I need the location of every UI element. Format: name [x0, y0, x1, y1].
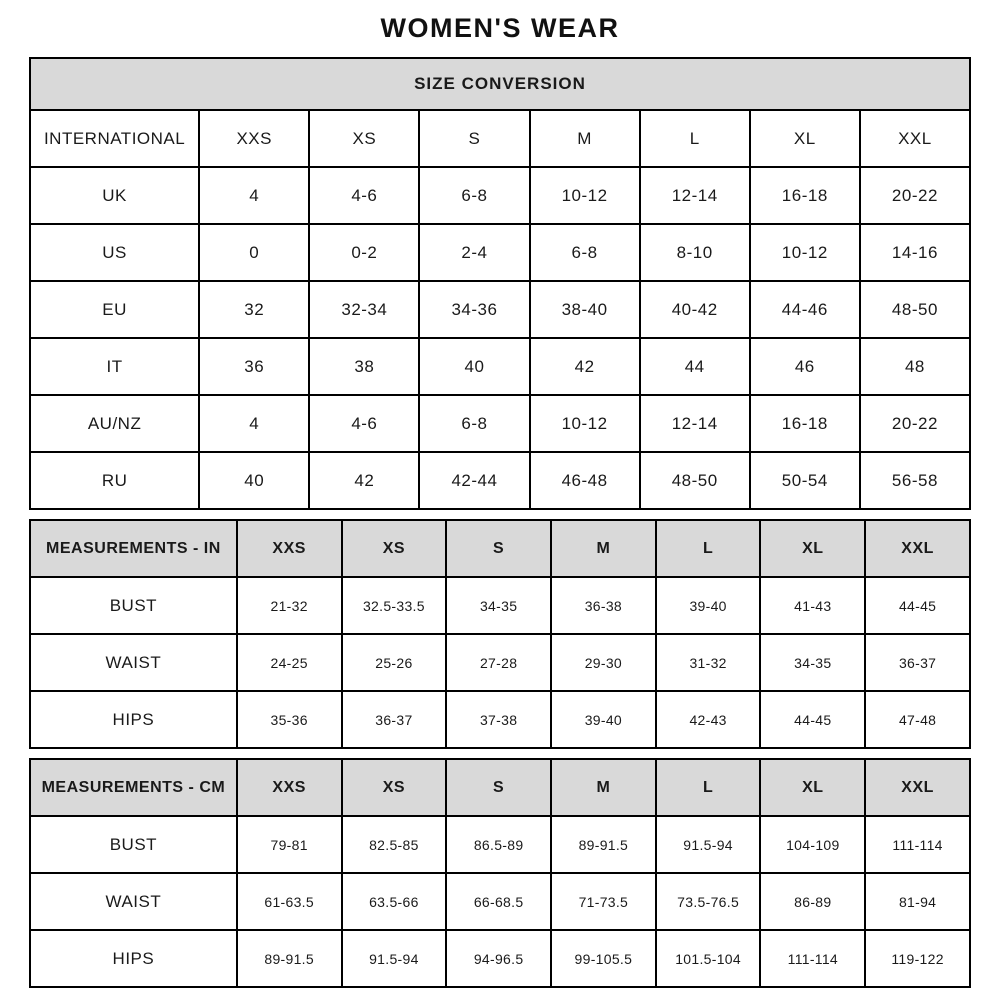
size-value-cell: 20-22 [860, 167, 970, 224]
table-row [30, 281, 970, 338]
size-value-cell: 10-12 [530, 395, 640, 452]
column-header-size: M [551, 759, 656, 816]
size-value-cell: 46 [750, 338, 860, 395]
size-value-cell: 21-32 [237, 577, 342, 634]
column-header-size: XL [750, 110, 860, 167]
size-value-cell: 111-114 [865, 816, 970, 873]
size-value-cell: 79-81 [237, 816, 342, 873]
table-row [30, 873, 970, 930]
column-header-size: XL [760, 759, 865, 816]
size-value-cell: 4 [199, 167, 309, 224]
measurements-in-header-row [30, 520, 970, 577]
column-header-size: L [656, 520, 761, 577]
size-value-cell: 89-91.5 [237, 930, 342, 987]
size-value-cell: 8-10 [640, 224, 750, 281]
size-value-cell: 38-40 [530, 281, 640, 338]
size-value-cell: 37-38 [446, 691, 551, 748]
size-value-cell: 35-36 [237, 691, 342, 748]
size-value-cell: 71-73.5 [551, 873, 656, 930]
size-value-cell: 61-63.5 [237, 873, 342, 930]
size-value-cell: 4-6 [309, 167, 419, 224]
size-value-cell: 6-8 [419, 395, 529, 452]
size-value-cell: 89-91.5 [551, 816, 656, 873]
column-header-size: XXS [199, 110, 309, 167]
size-conversion-banner-row [30, 58, 970, 110]
size-value-cell: 34-36 [419, 281, 529, 338]
size-value-cell: 48-50 [640, 452, 750, 509]
size-value-cell: 99-105.5 [551, 930, 656, 987]
size-value-cell: 91.5-94 [342, 930, 447, 987]
column-header-size: S [446, 520, 551, 577]
column-header-size: L [640, 110, 750, 167]
row-label: AU/NZ [30, 395, 199, 452]
size-value-cell: 40 [419, 338, 529, 395]
size-value-cell: 16-18 [750, 395, 860, 452]
size-value-cell: 42 [309, 452, 419, 509]
row-label: EU [30, 281, 199, 338]
column-header-size: XL [760, 520, 865, 577]
size-value-cell: 10-12 [530, 167, 640, 224]
row-label: HIPS [30, 930, 237, 987]
size-value-cell: 104-109 [760, 816, 865, 873]
column-header-size: XXS [237, 520, 342, 577]
size-value-cell: 86-89 [760, 873, 865, 930]
measurements-in-table [29, 519, 971, 749]
column-header-region: INTERNATIONAL [30, 110, 199, 167]
size-value-cell: 34-35 [446, 577, 551, 634]
size-value-cell: 50-54 [750, 452, 860, 509]
column-header-size: XS [309, 110, 419, 167]
size-value-cell: 119-122 [865, 930, 970, 987]
table-section-title: MEASUREMENTS - IN [30, 520, 237, 577]
column-header-size: XS [342, 759, 447, 816]
table-row [30, 816, 970, 873]
size-value-cell: 36-37 [865, 634, 970, 691]
size-value-cell: 66-68.5 [446, 873, 551, 930]
size-value-cell: 36 [199, 338, 309, 395]
size-value-cell: 56-58 [860, 452, 970, 509]
column-header-size: XXS [237, 759, 342, 816]
column-header-size: XXL [860, 110, 970, 167]
size-value-cell: 0 [199, 224, 309, 281]
table-row [30, 224, 970, 281]
size-value-cell: 38 [309, 338, 419, 395]
column-header-size: S [446, 759, 551, 816]
size-value-cell: 42-44 [419, 452, 529, 509]
table-row [30, 691, 970, 748]
table-row [30, 167, 970, 224]
row-label: WAIST [30, 873, 237, 930]
size-value-cell: 44-46 [750, 281, 860, 338]
size-value-cell: 39-40 [656, 577, 761, 634]
measurements-cm-table [29, 758, 971, 988]
size-value-cell: 111-114 [760, 930, 865, 987]
row-label: WAIST [30, 634, 237, 691]
size-value-cell: 6-8 [419, 167, 529, 224]
table-row [30, 577, 970, 634]
size-value-cell: 10-12 [750, 224, 860, 281]
size-value-cell: 48 [860, 338, 970, 395]
table-section-title: MEASUREMENTS - CM [30, 759, 237, 816]
size-value-cell: 63.5-66 [342, 873, 447, 930]
row-label: BUST [30, 577, 237, 634]
size-value-cell: 101.5-104 [656, 930, 761, 987]
size-value-cell: 31-32 [656, 634, 761, 691]
size-value-cell: 47-48 [865, 691, 970, 748]
size-value-cell: 40-42 [640, 281, 750, 338]
table-row [30, 395, 970, 452]
size-value-cell: 91.5-94 [656, 816, 761, 873]
size-value-cell: 73.5-76.5 [656, 873, 761, 930]
size-chart-page [29, 0, 971, 988]
size-value-cell: 20-22 [860, 395, 970, 452]
size-value-cell: 36-37 [342, 691, 447, 748]
size-value-cell: 0-2 [309, 224, 419, 281]
column-header-size: XXL [865, 520, 970, 577]
column-header-size: M [530, 110, 640, 167]
size-value-cell: 25-26 [342, 634, 447, 691]
size-value-cell: 12-14 [640, 395, 750, 452]
size-value-cell: 42 [530, 338, 640, 395]
size-value-cell: 24-25 [237, 634, 342, 691]
size-value-cell: 29-30 [551, 634, 656, 691]
size-value-cell: 44 [640, 338, 750, 395]
size-value-cell: 48-50 [860, 281, 970, 338]
size-value-cell: 32 [199, 281, 309, 338]
size-value-cell: 6-8 [530, 224, 640, 281]
size-value-cell: 2-4 [419, 224, 529, 281]
column-header-size: M [551, 520, 656, 577]
size-value-cell: 14-16 [860, 224, 970, 281]
size-value-cell: 41-43 [760, 577, 865, 634]
measurements-cm-header-row [30, 759, 970, 816]
page-title: WOMEN'S WEAR [380, 13, 620, 43]
table-row [30, 338, 970, 395]
table-row [30, 634, 970, 691]
size-value-cell: 4-6 [309, 395, 419, 452]
row-label: RU [30, 452, 199, 509]
size-value-cell: 86.5-89 [446, 816, 551, 873]
size-conversion-header-row [30, 110, 970, 167]
row-label: UK [30, 167, 199, 224]
size-value-cell: 34-35 [760, 634, 865, 691]
size-value-cell: 46-48 [530, 452, 640, 509]
table-row [30, 452, 970, 509]
size-value-cell: 44-45 [760, 691, 865, 748]
size-conversion-table [29, 57, 971, 510]
table-row [30, 930, 970, 987]
size-value-cell: 94-96.5 [446, 930, 551, 987]
column-header-size: XS [342, 520, 447, 577]
size-value-cell: 27-28 [446, 634, 551, 691]
size-value-cell: 40 [199, 452, 309, 509]
row-label: HIPS [30, 691, 237, 748]
size-value-cell: 44-45 [865, 577, 970, 634]
column-header-size: L [656, 759, 761, 816]
size-value-cell: 12-14 [640, 167, 750, 224]
row-label: IT [30, 338, 199, 395]
size-value-cell: 4 [199, 395, 309, 452]
size-value-cell: 32.5-33.5 [342, 577, 447, 634]
size-value-cell: 39-40 [551, 691, 656, 748]
row-label: US [30, 224, 199, 281]
column-header-size: XXL [865, 759, 970, 816]
size-value-cell: 82.5-85 [342, 816, 447, 873]
size-value-cell: 36-38 [551, 577, 656, 634]
size-value-cell: 81-94 [865, 873, 970, 930]
size-value-cell: 32-34 [309, 281, 419, 338]
size-conversion-banner: SIZE CONVERSION [30, 58, 970, 110]
size-value-cell: 16-18 [750, 167, 860, 224]
size-value-cell: 42-43 [656, 691, 761, 748]
row-label: BUST [30, 816, 237, 873]
column-header-size: S [419, 110, 529, 167]
